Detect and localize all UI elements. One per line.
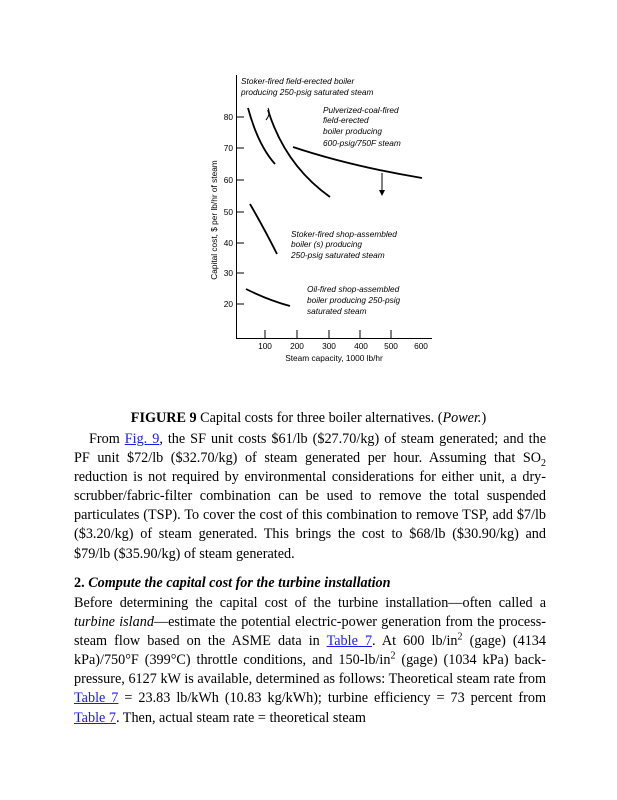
x-axis-label: Steam capacity, 1000 lb/hr	[285, 353, 383, 363]
pc-label: field-erected	[323, 115, 369, 125]
text-run: = 23.83 lb/kWh (10.83 kg/kWh); turbine efficiency = 73 percent from	[118, 690, 546, 707]
subscript: 2	[541, 457, 546, 469]
figure-caption	[0, 410, 617, 427]
y-axis-label: Capital cost, $ per lb/hr of steam	[209, 160, 219, 280]
table-7-link[interactable]: Table 7	[74, 690, 119, 707]
x-ticks	[265, 330, 391, 338]
text-run: From	[89, 431, 125, 447]
table-7-link[interactable]: Table 7	[326, 633, 373, 650]
y-tick-label: 80	[223, 112, 233, 122]
stoker-shop-assembled-curve	[250, 204, 277, 254]
step-title: Compute the capital cost for the turbine installation	[88, 575, 391, 591]
pc-label: Pulverized-coal-fired	[323, 105, 399, 115]
x-tick-label: 200	[290, 341, 304, 351]
stoker-shop-label: Stoker-fired shop-assembled	[291, 229, 397, 239]
leader-line	[266, 108, 269, 120]
y-ticks	[236, 117, 244, 304]
pc-label: boiler producing	[323, 126, 383, 136]
text-run: reduction is not required by environmental considerations for either unit, a dry-scrubber/fabric-filter combination can be used to remove the total suspended particulates (TSP). To cover the cost of this combination to remove TSP, add $7/lb ($3.20/kg) of steam generated. This brings the cost to $68/lb ($30.90/kg) and $79/lb ($35.90/kg) of steam generated.	[74, 469, 546, 562]
italic-term: turbine island	[74, 614, 154, 631]
step-2-heading	[74, 575, 391, 592]
x-tick-label: 600	[414, 341, 428, 351]
step-number: 2.	[74, 575, 89, 591]
text-run: Before determining the capital cost of the turbine installation—often called a	[74, 595, 546, 611]
pc-arrow-head	[379, 190, 385, 196]
oil-fired-label: Oil-fired shop-assembled	[307, 284, 400, 294]
table-7-link[interactable]: Table 7	[74, 709, 116, 726]
y-tick-label: 60	[223, 175, 233, 185]
text-run: —estimate the potential electric-power generation from the process-steam flow based on the ASME data in	[74, 614, 547, 650]
stoker-shop-label: boiler (s) producing	[291, 239, 363, 249]
superscript: 2	[457, 631, 463, 643]
paragraph-sf-pf-costs	[74, 430, 546, 564]
paragraph-turbine-island	[74, 594, 546, 728]
caption-source: Power.	[442, 410, 482, 427]
stoker-shop-label: 250-psig saturated steam	[291, 250, 385, 260]
x-tick-label: 300	[322, 341, 336, 351]
stoker-field-label: Stoker-fired field-erected boiler	[241, 76, 355, 86]
caption-close: )	[481, 410, 487, 427]
figure-number: FIGURE 9	[130, 410, 197, 427]
y-tick-label: 70	[223, 143, 233, 153]
y-tick-label: 20	[223, 299, 233, 309]
oil-fired-label: boiler producing 250-psig	[307, 295, 401, 305]
y-tick-label: 30	[223, 268, 233, 278]
oil-fired-label: saturated steam	[307, 306, 367, 316]
x-tick-label: 100	[258, 341, 272, 351]
pc-label: 600-psig/750F steam	[323, 138, 401, 148]
superscript: 2	[390, 650, 396, 662]
pc-field-erected-lower-curve	[293, 147, 422, 178]
text-run: (gage) (1034 kPa) back-pressure, 6127 kW is available, determined as follows: Theoretical steam rate from	[74, 652, 546, 688]
text-run: . At 600 lb/in	[372, 633, 458, 650]
stoker-field-label: producing 250-psig saturated steam	[241, 87, 374, 97]
text-run: (gage) (4134 kPa)/750°F (399°C) throttle conditions, and 150-lb/in	[74, 633, 546, 669]
text-run: . Then, actual steam rate = theoretical steam	[115, 709, 366, 726]
oil-fired-curve	[246, 289, 290, 306]
fig-9-link[interactable]: Fig. 9	[124, 431, 160, 447]
y-tick-label: 50	[223, 207, 233, 217]
caption-text: Capital costs for three boiler alternatives. (	[196, 410, 443, 427]
y-tick-label: 40	[223, 238, 233, 248]
pc-field-erected-upper-curve	[268, 110, 330, 197]
x-tick-label: 400	[354, 341, 368, 351]
text-run: , the SF unit costs $61/lb ($27.70/kg) of steam generated; and the PF unit $72/lb ($32.70/kg) of steam generated per hour. Assuming that SO	[74, 431, 546, 467]
boiler-cost-figure	[200, 70, 440, 370]
x-tick-label: 500	[384, 341, 398, 351]
